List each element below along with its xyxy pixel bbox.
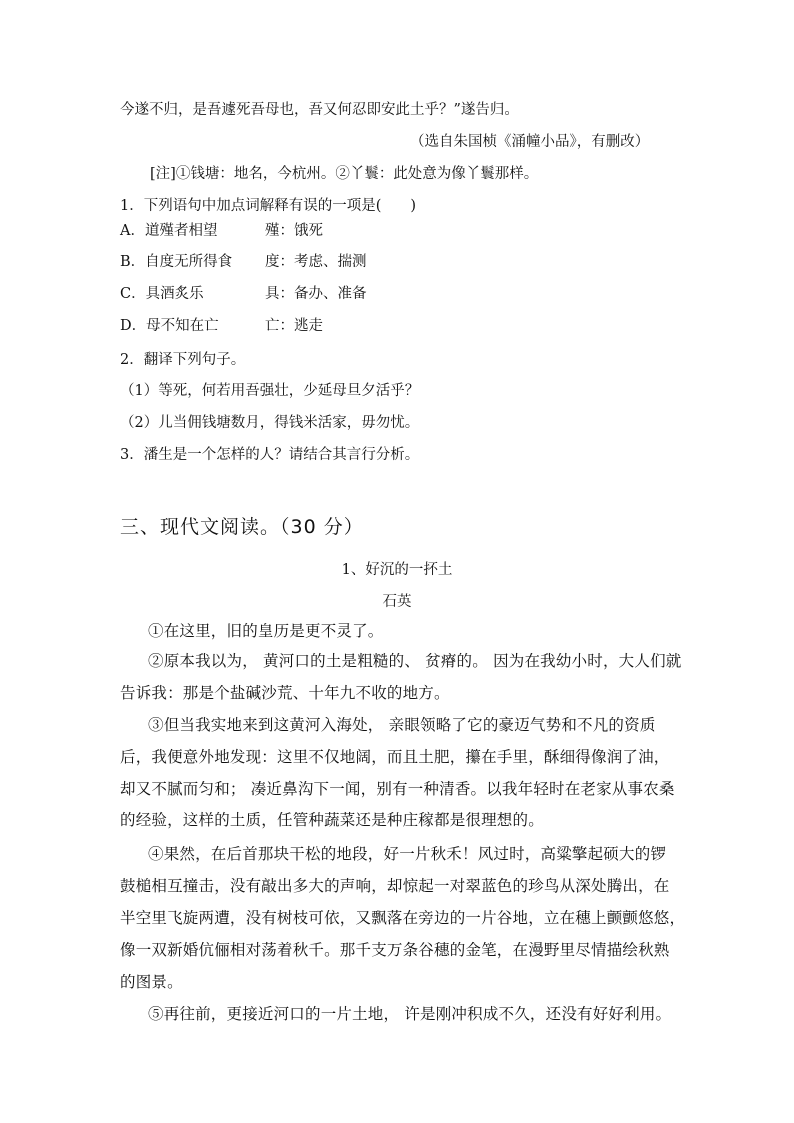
paragraph-4-line: 像一双新婚伉俪相对荡着秋千。那千支万条谷穗的金笔，在漫野里尽情描绘秋熟	[120, 941, 670, 959]
question-1-option-c	[120, 284, 367, 304]
option-d-explanation: 亡：逃走	[265, 318, 323, 334]
passage-source: （选自朱国桢《涌幢小品》，有删改）	[410, 134, 650, 150]
question-2-item-1: （1）等死，何若用吾强壮，少延母旦夕活乎？	[120, 383, 420, 399]
paragraph-4-line: 的图景。	[120, 973, 183, 991]
option-c-sentence: C．具酒炙乐	[120, 286, 204, 302]
question-3-stem: 3．潘生是一个怎样的人？请结合其言行分析。	[120, 447, 420, 463]
question-1-option-b	[120, 252, 367, 272]
paragraph-3-line: 却又不腻而匀和； 凑近鼻沟下一闻，别有一种清香。以我年轻时在老家从事农桑	[120, 780, 675, 798]
question-1-option-a	[120, 221, 323, 241]
option-c-explanation: 具：备办、准备	[265, 286, 367, 302]
option-d-sentence: D．母不知在亡	[120, 318, 219, 334]
passage-line: 今遂不归，是吾遽死吾母也，吾又何忍即安此土乎？”遂告归。	[120, 102, 519, 118]
option-b-sentence: B．自度无所得食	[120, 254, 233, 270]
question-2-stem: 2．翻译下列句子。	[120, 352, 246, 368]
question-1-option-d	[120, 316, 323, 336]
option-a-explanation: 殣：饿死	[265, 223, 323, 239]
paragraph-4-line: 半空里飞旋两遭，没有树枝可依，又飘落在旁边的一片谷地，立在穗上颤颤悠悠，	[120, 909, 686, 927]
option-a-sentence: A．道殣者相望	[120, 223, 218, 239]
paragraph-4-line: 鼓槌相互撞击，没有敲出多大的声响，却惊起一对翠蓝色的珍鸟从深处腾出，在	[120, 877, 670, 895]
paragraph-3-line: ③但当我实地来到这黄河入海处， 亲眼领略了它的豪迈气势和不凡的资质	[148, 716, 656, 734]
annotation-note: [注]①钱塘：地名，今杭州。②丫鬟：此处意为像丫鬟那样。	[150, 166, 539, 182]
paragraph-3-line: 的经验，这样的土质，任管种蔬菜还是种庄稼都是很理想的。	[120, 811, 544, 829]
paragraph-3-line: 后，我便意外地发现：这里不仅地阔，而且土肥，攥在手里，酥细得像润了油，	[120, 748, 670, 766]
article-author: 石英	[382, 594, 412, 610]
paragraph-4-line: ④果然，在后首那块干松的地段，好一片秋禾！风过时，高粱擎起硕大的锣	[148, 845, 667, 863]
article-title: 1、好沉的一抔土	[341, 562, 453, 578]
paragraph-2-line: 告诉我：那是个盐碱沙荒、十年九不收的地方。	[120, 684, 450, 702]
question-2-item-2: （2）儿当佣钱塘数月，得钱米活家，毋勿忧。	[120, 415, 420, 431]
paragraph-2-line: ②原本我以为， 黄河口的土是粗糙的、 贫瘠的。 因为在我幼小时，大人们就	[148, 652, 682, 670]
paragraph-1: ①在这里，旧的皇历是更不灵了。	[148, 622, 384, 640]
section-heading: 三、现代文阅读。（30 分）	[120, 516, 364, 538]
question-1-stem: 1．下列语句中加点词解释有误的一项是( )	[120, 198, 417, 214]
paragraph-5-line: ⑤再往前，更接近河口的一片土地， 许是刚冲积成不久，还没有好好利用。	[148, 1005, 672, 1023]
option-b-explanation: 度：考虑、揣测	[265, 254, 367, 270]
